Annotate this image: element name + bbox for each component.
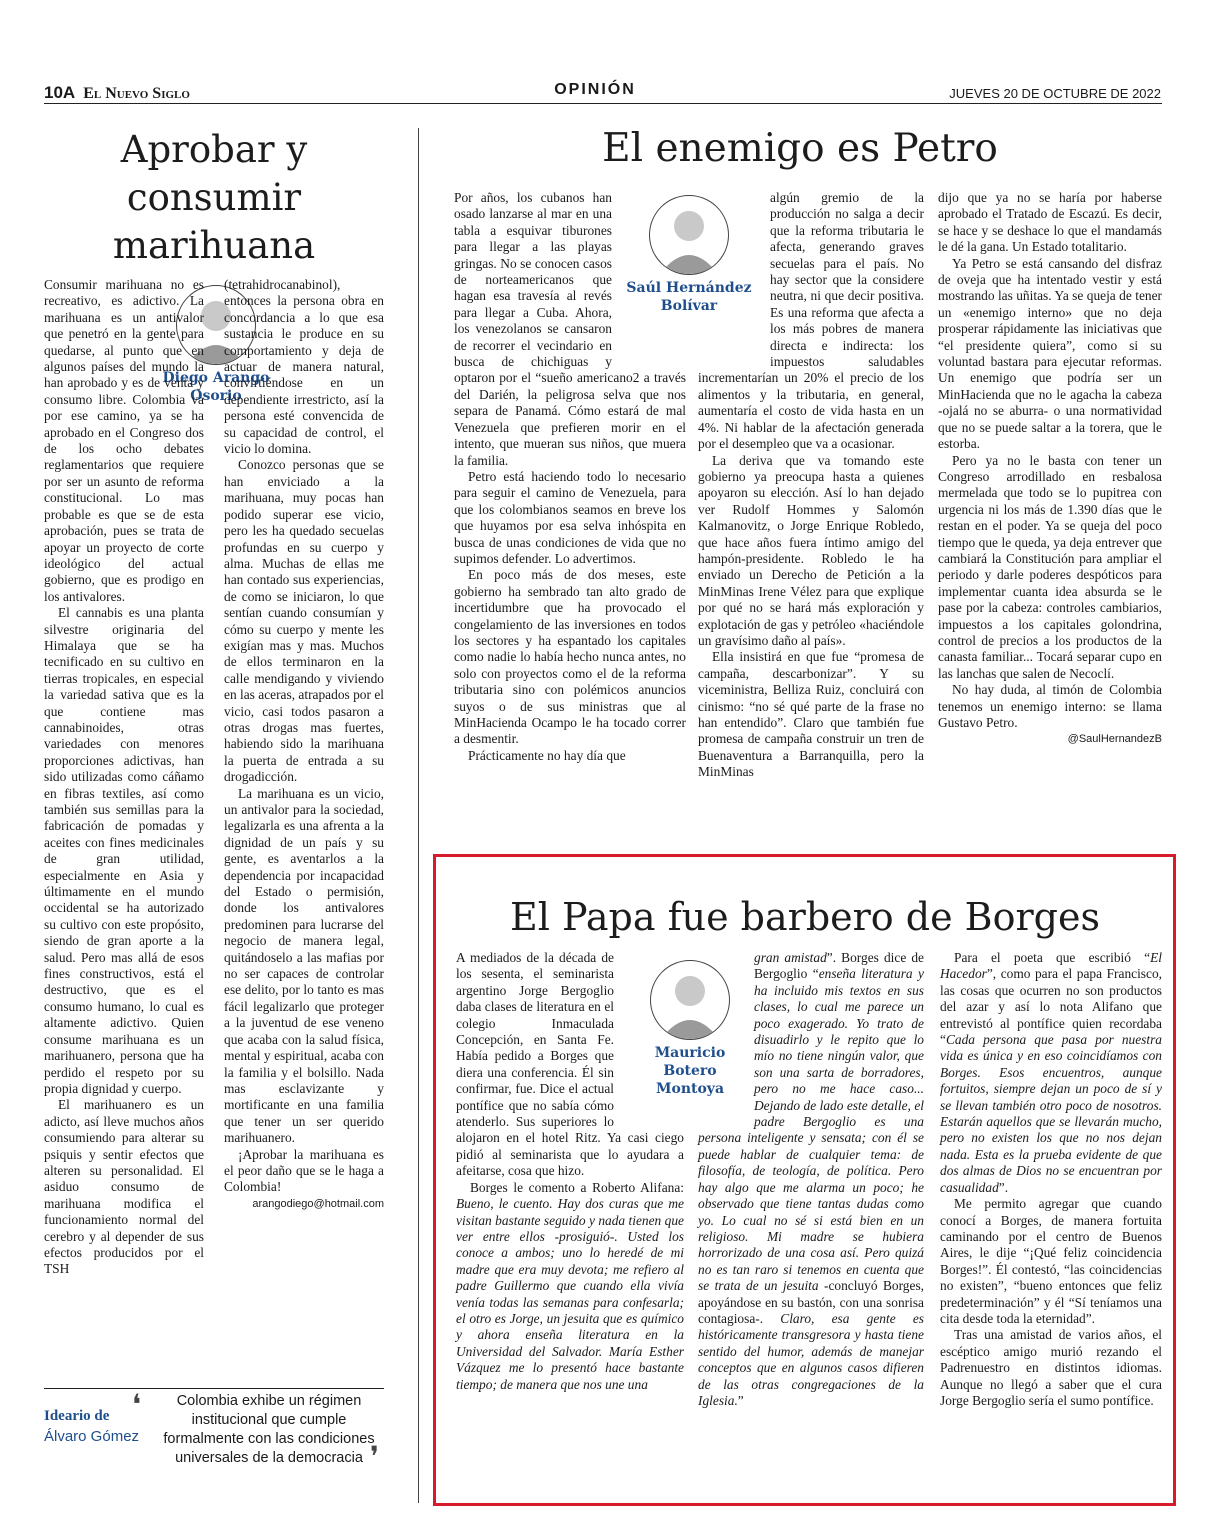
article3-column-1 [456, 950, 684, 1393]
article2-paragraph: Ya Petro se está cansando del disfraz de oveja que ha intentado vestir y está mostrando las uñitas. Ya se queja de tener un «enemigo interno» que no deja prosperar rápidamente las iniciativas que “el presidente quiera”, como si su voluntad bastara para ejecutar reformas. Un enemigo que podría ser un MinHacienda que no le agacha la cabeza -ojalá no se aburra- o una normatividad que no se puede saltar a la torera, que le estorba. [938, 255, 1162, 452]
article1-paragraph: La marihuana es un vicio, un antivalor para la sociedad, legalizarla es una afrenta a la dignidad de un país y su gente, es aventarlos a la dependencia por incapacidad del Estado o permisión, donde los antivalores predominen para lucrarse del negocio de manera legal, quitándoselo a las mafias por no ser capaces de controlar ese delito, por lo tanto es mas fácil legalizarlo que proteger a la juventud de ese veneno que acaba con la salud física, mental y espiritual, acaba con la familia y el bolsillo. Nada mas esclavizante y mortificante en una familia que tener un ser querido marihuanero. [224, 785, 384, 1146]
article3-text: -concluyó Borges, apoyándose en su bastón, con una sonrisa contagiosa-. [698, 1278, 925, 1326]
article3-quote-text: Cada persona que pasa por nuestra vida es única y en eso coincidíamos con Borges. Esos encuentros, aunque fortuitos, siempre dejan un poco de sí y se llevan también otro poco de nosotros. Estarán aquellos que se llevarán mucho, pero no existen los que no nos dejan nada. Esta es la prueba evidente de que dos almas de Dios no se encuentran por casualidad [940, 1032, 1162, 1195]
article3-text: ”. Borges dice de Bergoglio “ [754, 950, 924, 982]
article2-title-wrap [440, 124, 1160, 174]
author-email: arangodiego@hotmail.com [252, 1197, 384, 1210]
article3-paragraph: A mediados de la década de los sesenta, el seminarista argentino Jorge Bergoglio daba clases de literatura en el colegio Inmaculada Concepción, en Santa Fe. Había pedido a Borges que diera una conferencia. Él sin confirmar, fue. Dice el actual pontífice que no sabía cómo atenderlo. Sus superiores lo alojaron en el hotel Ritz. Ya casi ciego pidió al seminarista que lo ayudara a afeitarse, cosa que hizo. [456, 950, 684, 1179]
article3-paragraph [456, 1180, 684, 1393]
article3-quote-text: Claro, esa gente es históricamente transgresora y hasta tiene sentido del humor, además de manejar conceptos que en algunos casos difieren de las otras congregaciones de la Iglesia. [698, 1310, 924, 1408]
article1-title-line2: consumir [126, 176, 302, 219]
article3-title-wrap [440, 892, 1170, 942]
author-twitter: @SaulHernandezB [1067, 733, 1162, 746]
article1-paragraph: El cannabis es una planta silvestre originaria del Himalaya que se ha tecnificado en su cultivo en tierras tropicales, en especial la variedad sativa que es la que contiene mas cannabinoides, otras variedades con menores proporciones adictivas, han sido utilizadas como cáñamo en fibras textiles, así como también sus semillas para la fabricación de pomadas y aceites con fines medicinales de gran utilidad, especialmente en Asia y últimamente en el mundo occidental se ha autorizado su cultivo con este propósito, siendo de gran aporte a la salud. Pero mas allá de esos fines constructivos, está el destructivo, que es el consumo humano, lo cual es altamente adictivo. Quien consume marihuana es un marihuanero, persona que ha perdido el respeto por su propia dignidad y cuerpo. [44, 605, 204, 1096]
article2-author-name: Saúl Hernández [626, 280, 752, 296]
article2-column-1 [454, 190, 686, 764]
article2-paragraph: dijo que ya no se haría por haberse aprobado el Tratado de Escazú. Es decir, se hace y se deshace lo que el mandamás le dé la gana. Un Estado totalitario. [938, 190, 1162, 255]
article3-quote-text: enseña literatura y ha incluido mis textos en sus clases, lo cual me parece un poco exagerado. Yo trato de disuadirlo y le repito que lo mío no tiene ningún valor, que son una sarta de borradores, pero no me hace caso... Dejando de lado este detalle, el padre Bergoglio es una persona inteligente y sensata; con él se puede hablar de cualquier tema: de filosofía, de teología, de política. Pero hay algo que me alarma un poco; he observado que tiene tantas dudas como yo. Lo cual no sé si está bien en un religioso. Mi madre se hubiera horrorizado de una cosa así. Pero quizá no es tan raro si tenemos en cuenta que se trata de un jesuita [698, 966, 924, 1294]
ideario-title: Ideario de [44, 1408, 110, 1424]
article3-text: ”. [998, 1179, 1009, 1195]
article3-quote-text: gran amistad [754, 950, 827, 965]
article1-column-1 [44, 277, 204, 1278]
article3-quote-text: Bueno, le cuento. Hay dos curas que me visitan bastante seguido y nada tienen que ver entre ellos -prosiguió-. Usted los conoce a ambos; uno lo heredé de mi madre que era muy devota; me refiero al padre Guillermo que cuando ella vivía venía todas las semanas para confesarla; el otro es Jorge, un jesuita que es químico y ahora enseña literatura en la Universidad del Salvador. María Esther Vázquez me lo presentó hace bastante tiempo; de manera que nos une una [456, 1196, 684, 1392]
ideario-rule [44, 1388, 384, 1389]
article1-paragraph: (tetrahidrocanabinol), entonces la persona obra en concordancia a lo que esa sustancia le produce en su comportamiento y deja de actuar de manera natural, convirtiéndose en un dependiente irrestricto, así la persona esté convencida de su capacidad de control, el vicio lo domina. [224, 277, 384, 457]
column-divider [418, 128, 419, 1503]
page-header-left [44, 83, 190, 103]
article1-author-surname: Osorio [190, 388, 242, 404]
close-quote-icon: ❜ [370, 1440, 380, 1473]
article3-author-name: Mauricio [654, 1045, 726, 1061]
article2-paragraph: Ella insistirá en que fue “promesa de campaña, descarbonizar”. Y su viceministra, Belliza Ruiz, concluirá con cinismo: “no sé qué parte de la frase no han entendido”. Claro que también fue promesa de campaña construir un tren de Buenaventura a Barranquilla, pero la MinMinas [698, 649, 924, 780]
article1-column-2 [224, 277, 384, 1212]
article2-paragraph: algún gremio de la producción no salga a decir que la reforma tributaria le afecta, generando graves secuelas para el país. No hay sector que la considere neutra, ni que decir positiva. Es una reforma que afecta a los más pobres de manera directa e indirecta: los impuestos saludables incrementarían un 20% el precio de los alimentos y la tributaria, en general, aumentaría el costo de vida hasta en un 4%. Ni hablar de la afectación generada por el desempleo que va a ocasionar. [698, 190, 924, 452]
header-rule [44, 103, 1162, 104]
article3-author-surname: Montoya [655, 1081, 725, 1097]
article2-column-2 [698, 190, 924, 781]
article3-title: El Papa fue barbero de Borges [510, 895, 1100, 939]
article3-text: Borges le comento a Roberto Alifana: [470, 1179, 684, 1195]
article3-column-3 [940, 950, 1162, 1409]
article3-paragraph: Me permito agregar que cuando conocí a Borges, de manera fortuita caminando por el centro de Buenos Aires, le dije “¡Qué feliz coincidencia Borges!”. Él contestó, “las coincidencias no existen”, “bueno entonces que feliz predeterminación” y él “Sí teníamos una cita desde toda la eternidad”. [940, 1196, 1162, 1326]
article3-text: Para el poeta que escribió “ [954, 950, 1151, 965]
article2-title: El enemigo es Petro [602, 126, 998, 171]
article3-column-2 [698, 950, 924, 1409]
article1-author-name: Diego Arango [162, 370, 270, 386]
article3-text: ”, como para el papa Francisco, las cosas que ocurren no son productos del azar y así lo nota Alifano que entrevistó al pontífice quien recordaba “ [940, 966, 1162, 1048]
article1-paragraph: Consumir marihuana no es recreativo, es adictivo. La marihuana es un antivalor que penetró en la gente para quedarse, al punto que en algunos países del mundo la han aprobado y es de venta y consumo libre. Colombia va por ese camino, ya se ha aprobado en el Congreso dos de los ocho debates reglamentarios que requiere por ser un asunto de reforma constitucional. Lo mas probable es que se de esta aprobación, pues se trata de apoyar un proyecto de corte ideológico del actual gobierno, que es prodigo en los antivalores. [44, 277, 204, 604]
article1-paragraph: El marihuanero es un adicto, así lleve muchos años consumiendo para alterar su psiquis y sentir efectos que alteren su personalidad. El asiduo consumo de marihuana modifica el funcionamiento normal del cerebro y al depender de sus efectos producidos por el TSH [44, 1097, 204, 1277]
newspaper-name: El Nuevo Siglo [83, 85, 190, 102]
article2-paragraph: Pero ya no le basta con tener un Congreso arrodillado en resbalosa mermelada que todo se lo pupitrea con urgencia ni los más de 1.390 días que le restan en el poder. Ya se queja del poco tiempo que le queda, ya deja entrever que cambiará la Constitución para ampliar el periodo y darle poderes despóticos para implementar cuanta idea absurda se le pase por la cabeza: controles cambiarios, impuestos a los capitales golondrina, control de precios a los productos de la canasta familiar... Tocará separar cupo en las lanchas que salen de Necoclí. [938, 452, 1162, 681]
issue-date: JUEVES 20 DE OCTUBRE DE 2022 [949, 86, 1161, 101]
article2-paragraph: En poco más de dos meses, este gobierno ha sembrado tan alto grado de incertidumbre que ha provocado el congelamiento de las inversiones en todos los sectores y ha espantado los capitales como nadie lo había hecho nunca antes, no solo con proyectos como el de la reforma tributaria sino con polémicos anuncios suyos o de sus ministras que al MinHacienda Ocampo le ha tocado correr a desmentir. [454, 567, 686, 747]
article3-author-middle: Botero [663, 1063, 717, 1079]
article3-text: ” [737, 1392, 744, 1408]
article1-title-line3: marihuana [112, 224, 316, 267]
article1-title [44, 126, 384, 270]
article2-paragraph: Petro está haciendo todo lo necesario para seguir el camino de Venezuela, para que los colombianos seamos en breve los que huyamos por esa selva inhóspita en busca de unas condiciones de vida que no supimos defender. Lo advertimos. [454, 468, 686, 566]
article1-paragraph: Conozco personas que se han enviciado a la marihuana, muy pocas han podido superar ese vicio, pero les ha quedado secuelas profundas en su cuerpo y alma. Muchas de ellas me han contado sus experiencias, de como se iniciaron, lo que sentían cuando consumían y cómo su cuerpo y mente les exigían mas y mas. Muchos de ellos terminaron en la calle mendigando y viviendo en las aceras, atrapados por el vicio, casi todos pasaron a otras drogas mas fuertes, habiendo sido la marihuana la puerta de entrada a su drogadicción. [224, 457, 384, 785]
open-quote-icon: ❛ [132, 1388, 142, 1421]
article3-quote-text: El Hacedor [940, 950, 1162, 982]
article2-paragraph: No hay duda, al timón de Colombia tenemos un enemigo interno: se llama Gustavo Petro. [938, 682, 1162, 730]
ideario-author: Álvaro Gómez [44, 1428, 140, 1445]
article3-paragraph: Tras una amistad de varios años, el escéptico amigo murió rezando el Padrenuestro en distintos idiomas. Aunque no llegó a saber que el cura Jorge Bergoglio sería el sumo pontífice. [940, 1327, 1162, 1408]
article3-paragraph [940, 950, 1162, 1196]
article1-title-line1: Aprobar y [120, 128, 308, 171]
page-number: 10A [44, 83, 76, 102]
section-name: OPINIÓN [554, 81, 636, 98]
article2-column-3 [938, 190, 1162, 748]
ideario-quote: Colombia exhibe un régimen institucional que cumple formalmente con las condiciones universales de la democracia [163, 1393, 375, 1466]
article1-paragraph: ¡Aprobar la marihuana es el peor daño que se le haga a Colombia! [224, 1146, 384, 1195]
article2-paragraph: Prácticamente no hay día que [468, 747, 626, 763]
article2-paragraph: Por años, los cubanos han osado lanzarse al mar en una tabla a esquivar tiburones para llegar a las playas gringas. No se conocen casos de norteamericanos que hagan esa travesía al revés para llegar a Cuba. Ahora, los venezolanos se cansaron de recorrer el vecindario en busca de chichiguas y optaron por el “sueño americano2 a través del Darién, la peligrosa selva que nos separa de Panamá. Cómo estará de mal Venezuela que prefieren morir en el intento, que mueran sus niños, que muera la familia. [454, 190, 686, 468]
article2-author-surname: Bolívar [660, 298, 718, 314]
article2-paragraph: La deriva que va tomando este gobierno ya preocupa hasta a quienes apoyaron su elección. Así lo han dejado ver Rudolf Hommes y Salomón Kalmanovitz, o Jorge Enrique Robledo, que hace años fuera íntimo amigo del hampón-presidente. Robledo le ha enviado un Derecho de Petición a la MinMinas Irene Vélez para que explique por qué no se hará más exploración y explotación de gas y petróleo «haciéndole un gravísimo daño al país». [698, 452, 924, 648]
